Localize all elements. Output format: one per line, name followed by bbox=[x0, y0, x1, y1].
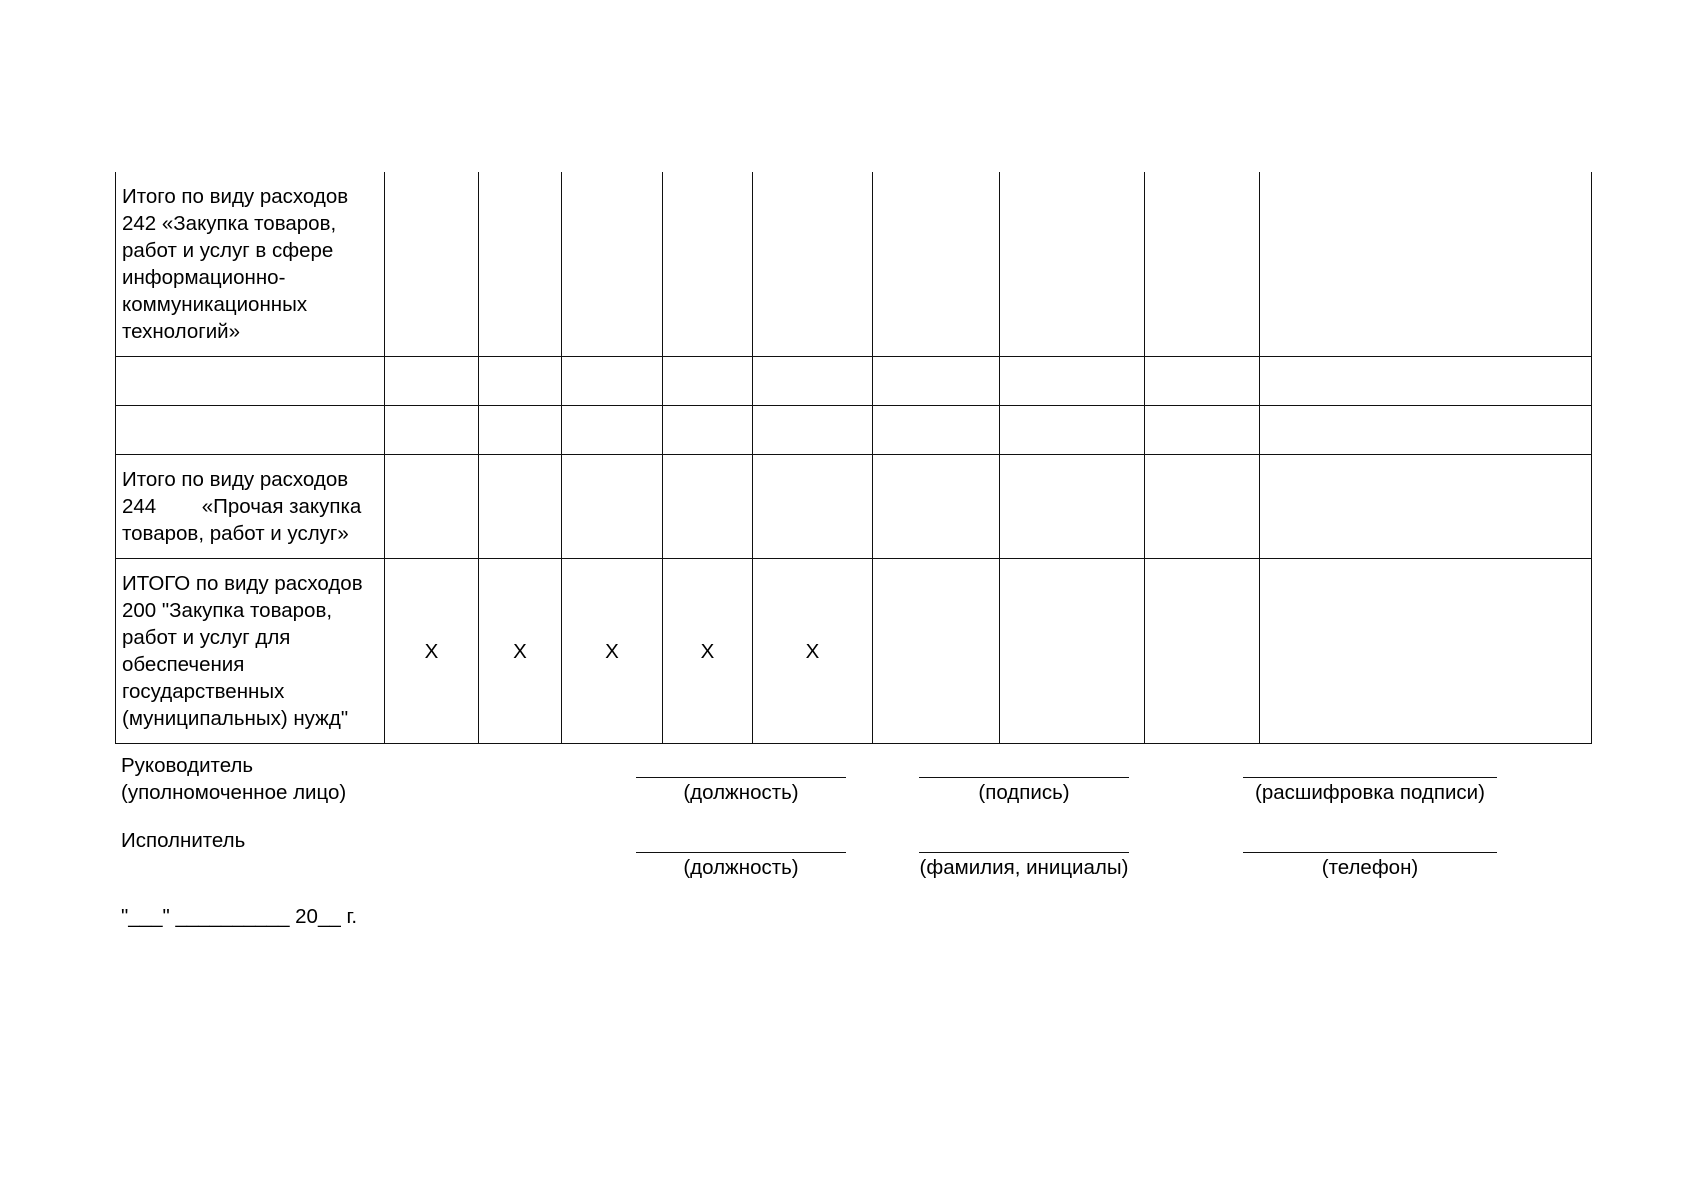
expenses-table bbox=[115, 172, 1592, 744]
executor-position-line[interactable] bbox=[636, 852, 846, 853]
table-cell[interactable]: Х bbox=[385, 559, 479, 744]
executor-label: Исполнитель bbox=[121, 829, 246, 852]
table-cell[interactable] bbox=[385, 455, 479, 559]
table-cell[interactable] bbox=[663, 455, 753, 559]
executor-name-line[interactable] bbox=[919, 852, 1129, 853]
table-cell[interactable]: Х bbox=[663, 559, 753, 744]
table-cell[interactable] bbox=[1000, 406, 1145, 455]
head-position-line[interactable] bbox=[636, 777, 846, 778]
table-cell[interactable] bbox=[1145, 172, 1260, 357]
table-cell[interactable] bbox=[1000, 559, 1145, 744]
executor-position-caption: (должность) bbox=[683, 856, 799, 879]
table-cell[interactable] bbox=[385, 357, 479, 406]
date-line: "___" __________ 20__ г. bbox=[121, 905, 358, 928]
head-decryption-caption: (расшифровка подписи) bbox=[1255, 781, 1485, 804]
table-cell[interactable] bbox=[1260, 559, 1592, 744]
head-signature-caption: (подпись) bbox=[978, 781, 1070, 804]
table-row bbox=[116, 172, 1592, 357]
head-decryption-line[interactable] bbox=[1243, 777, 1497, 778]
table-cell[interactable] bbox=[663, 172, 753, 357]
table-cell[interactable] bbox=[663, 406, 753, 455]
table-cell[interactable] bbox=[663, 357, 753, 406]
table-row bbox=[116, 406, 1592, 455]
table-cell[interactable] bbox=[873, 455, 1000, 559]
table-cell[interactable]: Х bbox=[479, 559, 562, 744]
table-cell[interactable] bbox=[753, 406, 873, 455]
table-row bbox=[116, 455, 1592, 559]
head-signature-line[interactable] bbox=[919, 777, 1129, 778]
table-cell[interactable] bbox=[1000, 455, 1145, 559]
table-cell[interactable] bbox=[1260, 455, 1592, 559]
table-cell[interactable] bbox=[562, 172, 663, 357]
table-cell[interactable] bbox=[1145, 357, 1260, 406]
table-cell[interactable] bbox=[1145, 455, 1260, 559]
executor-phone-caption: (телефон) bbox=[1321, 856, 1419, 879]
table-cell[interactable] bbox=[1000, 172, 1145, 357]
table-cell[interactable] bbox=[1260, 406, 1592, 455]
row-label-cell: Итого по виду расходов 242 «Закупка товаров, работ и услуг в сфере информационно- коммуникационных технологий» bbox=[116, 172, 385, 357]
row-label-cell bbox=[116, 357, 385, 406]
table-cell[interactable] bbox=[873, 406, 1000, 455]
table-cell[interactable] bbox=[385, 172, 479, 357]
table-cell[interactable] bbox=[479, 455, 562, 559]
head-label: Руководитель (уполномоченное лицо) bbox=[121, 754, 347, 804]
table-cell[interactable] bbox=[1000, 357, 1145, 406]
row-label-cell bbox=[116, 406, 385, 455]
table-cell[interactable] bbox=[1260, 357, 1592, 406]
table-cell[interactable]: Х bbox=[562, 559, 663, 744]
table-cell[interactable] bbox=[873, 357, 1000, 406]
table-cell[interactable] bbox=[1145, 559, 1260, 744]
executor-name-caption: (фамилия, инициалы) bbox=[919, 856, 1129, 879]
table-cell[interactable] bbox=[753, 455, 873, 559]
table-cell[interactable] bbox=[873, 172, 1000, 357]
row-label-cell: Итого по виду расходов 244 «Прочая закупка товаров, работ и услуг» bbox=[116, 455, 385, 559]
table-cell[interactable]: Х bbox=[753, 559, 873, 744]
table-cell[interactable] bbox=[562, 357, 663, 406]
table-cell[interactable] bbox=[562, 406, 663, 455]
table-cell[interactable] bbox=[562, 455, 663, 559]
table-cell[interactable] bbox=[385, 406, 479, 455]
table-cell[interactable] bbox=[873, 559, 1000, 744]
table-row bbox=[116, 559, 1592, 744]
table-cell[interactable] bbox=[479, 406, 562, 455]
table-cell[interactable] bbox=[479, 172, 562, 357]
table-cell[interactable] bbox=[1260, 172, 1592, 357]
executor-phone-line[interactable] bbox=[1243, 852, 1497, 853]
table-cell[interactable] bbox=[479, 357, 562, 406]
table-cell[interactable] bbox=[753, 357, 873, 406]
row-label-cell: ИТОГО по виду расходов 200 "Закупка товаров, работ и услуг для обеспечения государственных (муниципальных) нужд" bbox=[116, 559, 385, 744]
table-row bbox=[116, 357, 1592, 406]
table-cell[interactable] bbox=[753, 172, 873, 357]
head-position-caption: (должность) bbox=[683, 781, 799, 804]
table-cell[interactable] bbox=[1145, 406, 1260, 455]
